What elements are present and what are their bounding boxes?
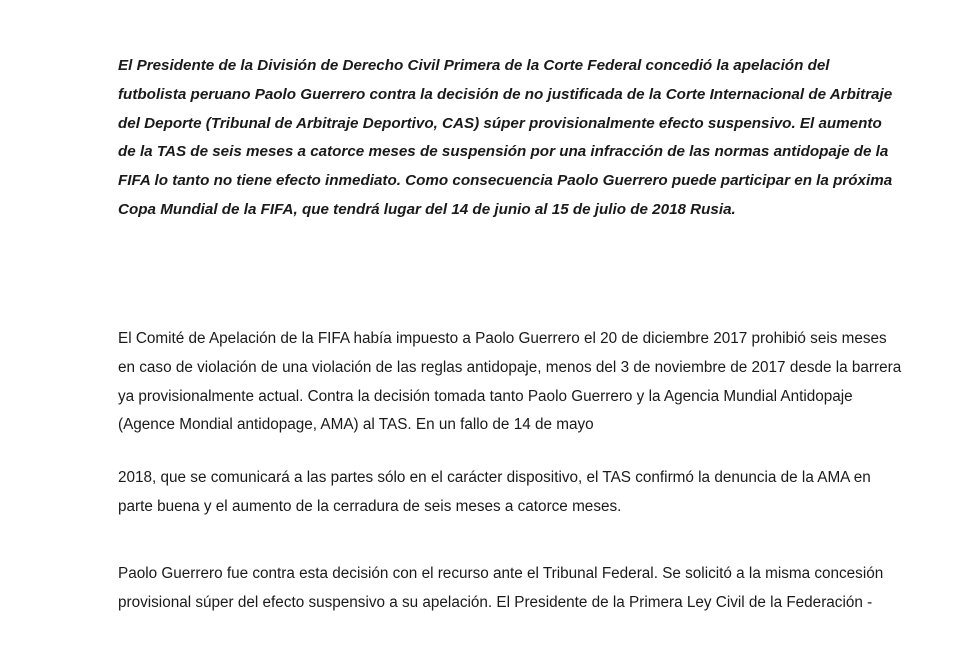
paragraph-line: en caso de violación de una violación de las reglas antidopaje, menos del 3 de noviembre de 2017 desde la barrera (118, 358, 902, 376)
body-paragraph-appeal-committee (118, 325, 938, 440)
paragraph-line: de la TAS de seis meses a catorce meses de suspensión por una infracción de las normas antidopaje de la (118, 143, 889, 161)
paragraph-line: Copa Mundial de la FIFA, que tendrá lugar del 14 de junio al 15 de julio de 2018 Rusia. (118, 200, 736, 218)
paragraph-line: parte buena y el aumento de la cerradura de seis meses a catorce meses. (118, 497, 622, 515)
paragraph-line: del Deporte (Tribunal de Arbitraje Deportivo, CAS) súper provisionalmente efecto suspensivo. El aumento (118, 114, 882, 132)
lead-paragraph (118, 52, 938, 225)
paragraph-line: (Agence Mondial antidopage, AMA) al TAS. En un fallo de 14 de mayo (118, 416, 594, 434)
body-paragraph-federal-appeal (118, 560, 938, 618)
body-paragraph-tas-ruling (118, 464, 938, 522)
paragraph-line: 2018, que se comunicará a las partes sólo en el carácter dispositivo, el TAS confirmó la denuncia de la AMA en (118, 469, 871, 486)
paragraph-line: El Presidente de la División de Derecho Civil Primera de la Corte Federal concedió la apelación del (118, 57, 830, 74)
paragraph-line: provisional súper del efecto suspensivo a su apelación. El Presidente de la Primera Ley Civil de la Federación - (118, 593, 873, 611)
paragraph-line: ya provisionalmente actual. Contra la decisión tomada tanto Paolo Guerrero y la Agencia Mundial Antidopaje (118, 387, 853, 405)
paragraph-line: El Comité de Apelación de la FIFA había impuesto a Paolo Guerrero el 20 de diciembre 2017 prohibió seis meses (118, 330, 887, 347)
paragraph-line: Paolo Guerrero fue contra esta decisión con el recurso ante el Tribunal Federal. Se solicitó a la misma concesión (118, 565, 884, 582)
paragraph-line: futbolista peruano Paolo Guerrero contra la decisión de no justificada de la Corte Internacional de Arbitraje (118, 85, 893, 103)
paragraph-line: FIFA lo tanto no tiene efecto inmediato. Como consecuencia Paolo Guerrero puede participar en la próxima (118, 172, 893, 190)
